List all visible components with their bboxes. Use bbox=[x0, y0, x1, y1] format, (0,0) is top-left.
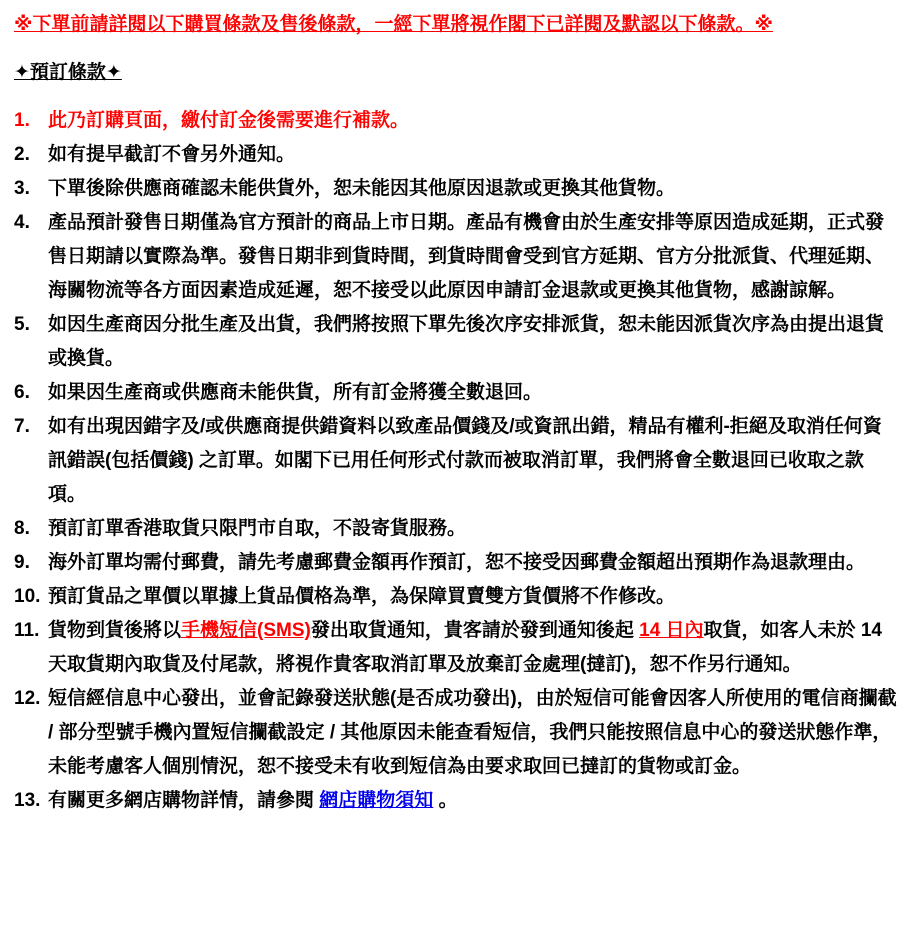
term-item bbox=[14, 376, 899, 410]
term-text-segment: 海外訂單均需付郵費，請先考慮郵費金額再作預訂，恕不接受因郵費金額超出預期作為退款理由。 bbox=[48, 552, 866, 573]
term-item bbox=[14, 580, 899, 614]
section-title-wrap bbox=[14, 58, 899, 104]
term-item bbox=[14, 410, 899, 512]
term-item bbox=[14, 614, 899, 682]
term-item bbox=[14, 308, 899, 376]
term-text bbox=[48, 546, 899, 580]
term-number: 7. bbox=[14, 416, 30, 437]
term-text-segment: 此乃訂購頁面，繳付訂金後需要進行補款。 bbox=[48, 110, 410, 131]
term-text bbox=[48, 172, 899, 206]
term-text bbox=[48, 580, 899, 614]
term-text-segment: 預訂訂單香港取貨只限門市自取，不設寄貨服務。 bbox=[48, 518, 467, 539]
terms-list bbox=[14, 104, 899, 818]
term-number: 6. bbox=[14, 382, 30, 403]
term-number: 5. bbox=[14, 314, 30, 335]
term-text bbox=[48, 784, 899, 818]
term-text-segment: 如有提早截訂不會另外通知。 bbox=[48, 144, 296, 165]
term-item bbox=[14, 138, 899, 172]
term-text bbox=[48, 682, 899, 784]
term-text-segment: 短信經信息中心發出，並會記錄發送狀態(是否成功發出)，由於短信可能會因客人所使用的電信商攔截 / 部分型號手機內置短信攔截設定 / 其他原因未能查看短信，我們只能按照信息中心的發送狀態作準，未能考慮客人個別情況，恕不接受未有收到短信為由要求取回已撻訂的貨物或訂金。 bbox=[48, 688, 897, 777]
term-number: 4. bbox=[14, 212, 30, 233]
term-text bbox=[48, 376, 899, 410]
term-item bbox=[14, 104, 899, 138]
term-item bbox=[14, 784, 899, 818]
purchase-notice-header: ※下單前請詳閱以下購買條款及售後條款，一經下單將視作閣下已詳閱及默認以下條款。※ bbox=[14, 14, 773, 35]
term-text bbox=[48, 138, 899, 172]
shop-guide-link[interactable]: 網店購物須知 bbox=[319, 790, 434, 811]
term-number: 2. bbox=[14, 144, 30, 165]
term-text-segment: 有關更多網店購物詳情，請參閱 bbox=[48, 790, 320, 811]
term-text-segment: 產品預計發售日期僅為官方預計的商品上市日期。產品有機會由於生產安排等原因造成延期，正式發售日期請以實際為準。發售日期非到貨時間，到貨時間會受到官方延期、官方分批派貨、代理延期、海關物流等各方面因素造成延遲，恕不接受以此原因申請訂金退款或更換其他貨物，感謝諒解。 bbox=[48, 212, 885, 301]
preorder-terms-title: ✦預訂條款✦ bbox=[14, 62, 122, 83]
pickup-deadline-highlight: 14 日內 bbox=[639, 620, 704, 641]
term-item bbox=[14, 172, 899, 206]
term-item bbox=[14, 546, 899, 580]
term-text-segment: 預訂貨品之單價以單據上貨品價格為準，為保障買賣雙方貨價將不作修改。 bbox=[48, 586, 676, 607]
term-number: 12. bbox=[14, 688, 41, 709]
term-number: 10. bbox=[14, 586, 41, 607]
term-text-segment: 取貨，如客人未於 14 天取貨期內取貨及付尾款，將視作貴客取消訂單及放棄訂金處理(撻訂)，恕不作另行通知。 bbox=[48, 620, 882, 675]
term-text-segment: 貨物到貨後將以 bbox=[48, 620, 182, 641]
term-number: 8. bbox=[14, 518, 30, 539]
term-text bbox=[48, 614, 899, 682]
term-text bbox=[48, 104, 899, 138]
term-text-segment: 如果因生產商或供應商未能供貨，所有訂金將獲全數退回。 bbox=[48, 382, 543, 403]
term-number: 11. bbox=[14, 620, 40, 641]
term-number: 3. bbox=[14, 178, 30, 199]
term-text-segment: 如有出現因錯字及/或供應商提供錯資料以致產品價錢及/或資訊出錯，精品有權利-拒絕及取消任何資訊錯誤(包括價錢) 之訂單。如閣下已用任何形式付款而被取消訂單，我們將會全數退回已收取之款項。 bbox=[48, 416, 882, 505]
term-text bbox=[48, 410, 899, 512]
term-number: 1. bbox=[14, 110, 30, 131]
term-item bbox=[14, 682, 899, 784]
term-text-segment: 。 bbox=[433, 790, 458, 811]
term-text bbox=[48, 308, 899, 376]
term-text bbox=[48, 206, 899, 308]
term-text-segment: 如因生產商因分批生產及出貨，我們將按照下單先後次序安排派貨，恕未能因派貨次序為由提出退貨或換貨。 bbox=[48, 314, 885, 369]
term-item bbox=[14, 512, 899, 546]
term-number: 9. bbox=[14, 552, 30, 573]
term-item bbox=[14, 206, 899, 308]
term-number: 13. bbox=[14, 790, 41, 811]
term-text bbox=[48, 512, 899, 546]
sms-highlight: 手機短信(SMS) bbox=[181, 620, 311, 641]
term-text-segment: 發出取貨通知，貴客請於發到通知後起 bbox=[310, 620, 640, 641]
term-text-segment: 下單後除供應商確認未能供貨外，恕未能因其他原因退款或更換其他貨物。 bbox=[48, 178, 676, 199]
